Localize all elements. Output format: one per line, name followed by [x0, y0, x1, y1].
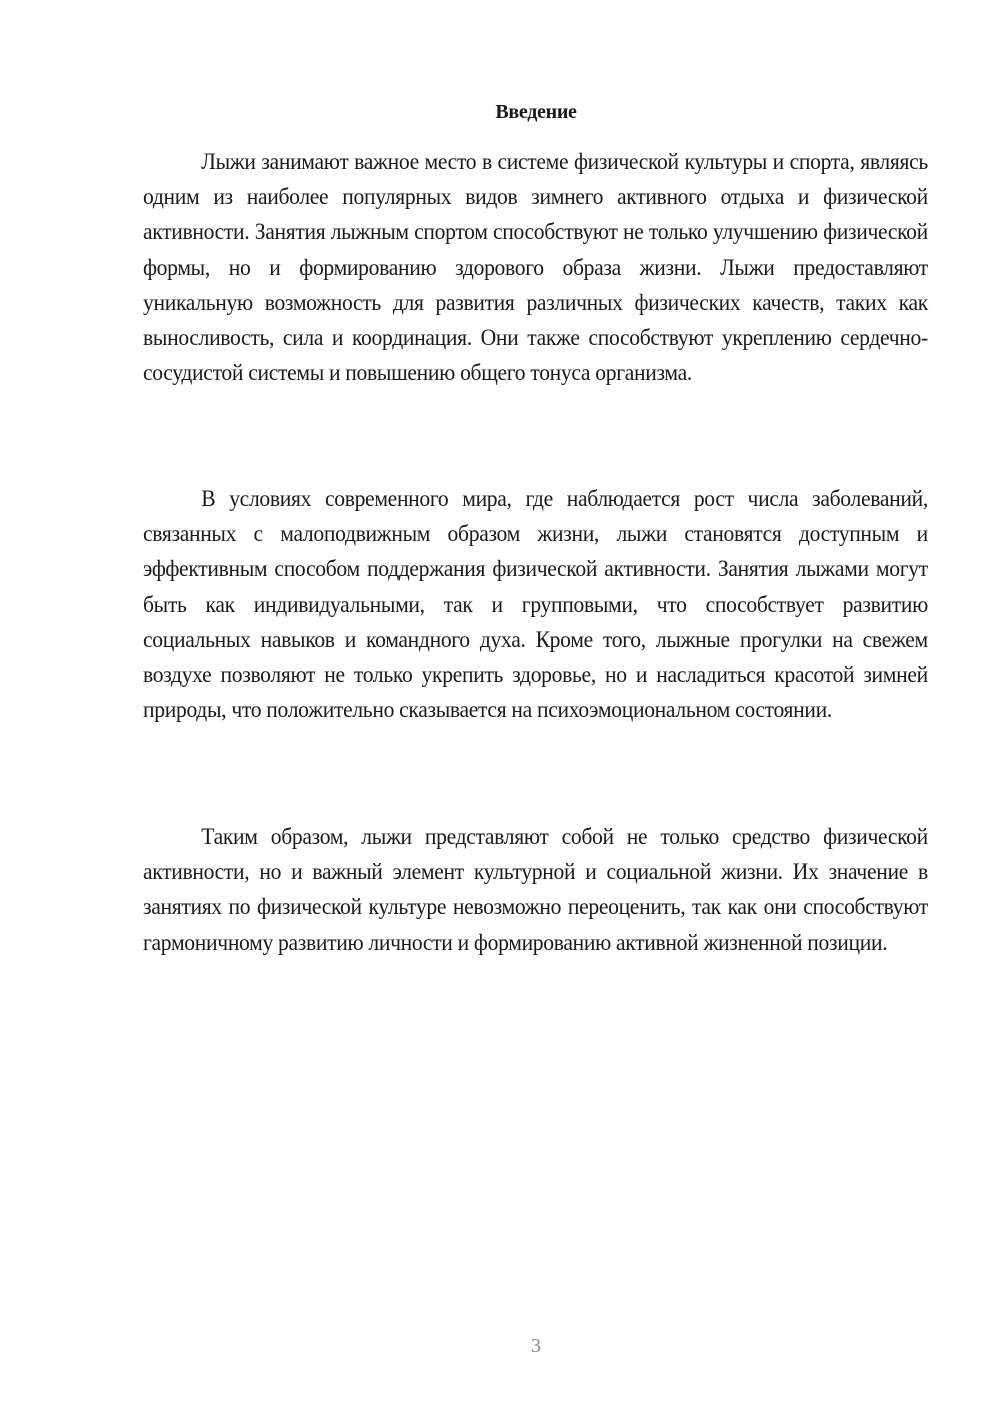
page-number: 3: [531, 1335, 541, 1357]
paragraph-text: В условиях современного мира, где наблюдается рост числа заболеваний, связанных с малоподвижным образом жизни, лыжи становятся доступным и эффективным способом поддержания физической активности. Занятия лыжами могут быть как индивидуальными, так и групповыми, что способствует развитию социальных навыков и командного духа. Кроме того, лыжные прогулки на свежем воздухе позволяют не только укрепить здоровье, но и насладиться красотой зимней природы, что положительно сказывается на психоэмоциональном состоянии.: [143, 486, 928, 723]
paragraph-text: Таким образом, лыжи представляют собой не только средство физической активности, но и важный элемент культурной и социальной жизни. Их значение в занятиях по физической культуре невозможно переоценить, так как они способствуют гармоничному развитию личности и формированию активной жизненной позиции.: [143, 824, 928, 955]
paragraph-1: [143, 144, 928, 390]
section-title: Введение: [495, 101, 577, 123]
paragraph-2: [143, 481, 928, 727]
paragraph-text: Лыжи занимают важное место в системе физической культуры и спорта, являясь одним из наиболее популярных видов зимнего активного отдыха и физической активности. Занятия лыжным спортом способствуют не только улучшению физической формы, но и формированию здорового образа жизни. Лыжи предоставляют уникальную возможность для развития различных физических качеств, таких как выносливость, сила и координация. Они также способствуют укреплению сердечно-сосудистой системы и повышению общего тонуса организма.: [143, 149, 928, 386]
paragraph-3: [143, 819, 928, 960]
